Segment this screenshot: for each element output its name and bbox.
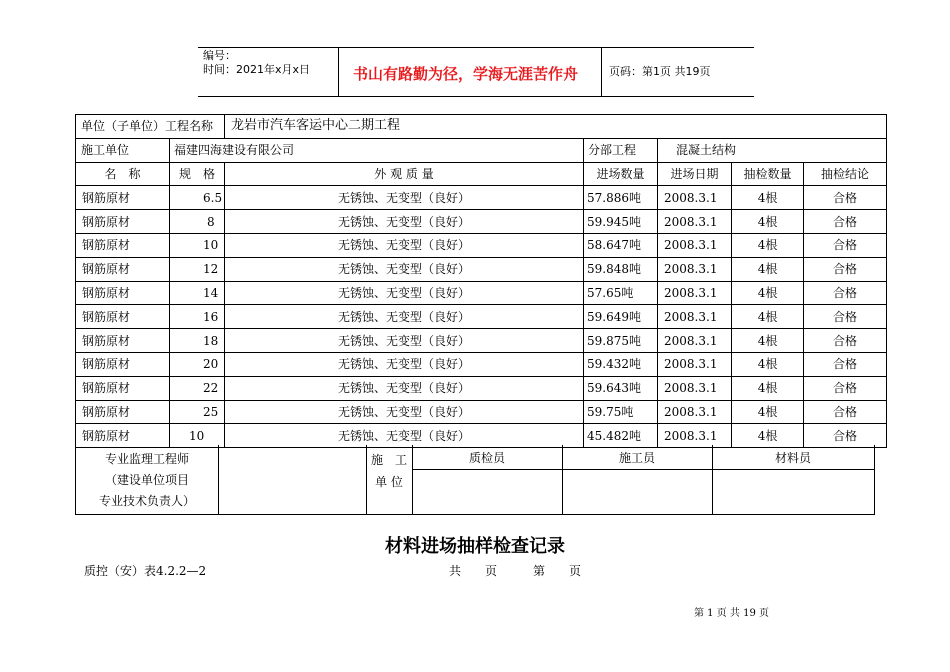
subdivision-label: 分部工程: [584, 138, 658, 162]
row-quality: 无锈蚀、无变型（良好）: [225, 305, 584, 329]
time-label: 时间：2021年x月x日: [203, 63, 311, 76]
row-spec: 8: [170, 210, 225, 234]
row-quality: 无锈蚀、无变型（良好）: [225, 233, 584, 257]
col-header-quality: 外 观 质 量: [225, 162, 584, 186]
col-header-result: 抽检结论: [804, 162, 887, 186]
row-spec: 18: [170, 329, 225, 353]
row-spec: 6.5: [170, 186, 225, 210]
row-spec: 16: [170, 305, 225, 329]
table-row: [76, 376, 887, 400]
row-spec: 25: [170, 400, 225, 424]
row-date: 2008.3.1: [658, 329, 732, 353]
row-sample: 4根: [732, 424, 804, 448]
row-qty: 45.482吨: [584, 424, 658, 448]
row-quality: 无锈蚀、无变型（良好）: [225, 210, 584, 234]
row-date: 2008.3.1: [658, 210, 732, 234]
serial-label: 编号：: [203, 49, 236, 62]
page-fill-in: 共 页 第 页: [449, 564, 582, 578]
row-sample: 4根: [732, 305, 804, 329]
column-header-row: [76, 162, 887, 186]
row-date: 2008.3.1: [658, 400, 732, 424]
table-row: [76, 210, 887, 234]
row-name: 钢筋原材: [76, 305, 170, 329]
row-qty: 59.75吨: [584, 400, 658, 424]
table-row: [76, 400, 887, 424]
row-sample: 4根: [732, 257, 804, 281]
table-row: [76, 281, 887, 305]
table-row: [76, 352, 887, 376]
row-name: 钢筋原材: [76, 233, 170, 257]
row-date: 2008.3.1: [658, 281, 732, 305]
col-header-name: 名 称: [76, 162, 170, 186]
row-date: 2008.3.1: [658, 424, 732, 448]
row-qty: 59.875吨: [584, 329, 658, 353]
col-header-sample: 抽检数量: [732, 162, 804, 186]
contractor-value: 福建四海建设有限公司: [170, 138, 584, 162]
page-info: 页码：第1页 共19页: [609, 65, 711, 78]
row-date: 2008.3.1: [658, 186, 732, 210]
row-result: 合格: [804, 233, 887, 257]
row-qty: 58.647吨: [584, 233, 658, 257]
row-quality: 无锈蚀、无变型（良好）: [225, 257, 584, 281]
row-date: 2008.3.1: [658, 305, 732, 329]
table-row: [76, 305, 887, 329]
row-date: 2008.3.1: [658, 233, 732, 257]
row-result: 合格: [804, 329, 887, 353]
contractor-label: 施工单位: [76, 138, 170, 162]
row-date: 2008.3.1: [658, 352, 732, 376]
row-result: 合格: [804, 257, 887, 281]
construction-unit-label-line1: 施 工: [370, 453, 407, 467]
row-result: 合格: [804, 352, 887, 376]
form-code: 质控（安）表4.2.2—2: [84, 564, 207, 578]
row-name: 钢筋原材: [76, 210, 170, 234]
row-qty: 59.643吨: [584, 376, 658, 400]
row-name: 钢筋原材: [76, 400, 170, 424]
row-sample: 4根: [732, 186, 804, 210]
row-qty: 57.886吨: [584, 186, 658, 210]
row-result: 合格: [804, 281, 887, 305]
row-sample: 4根: [732, 233, 804, 257]
row-quality: 无锈蚀、无变型（良好）: [225, 376, 584, 400]
construction-unit-label-line2: 单 位: [375, 475, 403, 489]
row-quality: 无锈蚀、无变型（良好）: [225, 352, 584, 376]
row-date: 2008.3.1: [658, 376, 732, 400]
inspection-record-table: [75, 114, 887, 448]
row-quality: 无锈蚀、无变型（良好）: [225, 329, 584, 353]
row-spec: 10: [170, 233, 225, 257]
col-header-date: 进场日期: [658, 162, 732, 186]
row-result: 合格: [804, 305, 887, 329]
signature-block: [75, 445, 875, 515]
row-result: 合格: [804, 210, 887, 234]
footer-page-number: 第 1 页 共 19 页: [694, 608, 769, 619]
row-sample: 4根: [732, 376, 804, 400]
row-qty: 59.848吨: [584, 257, 658, 281]
material-clerk-label: 材料员: [774, 451, 811, 465]
row-spec: 10: [170, 424, 225, 448]
table-row: [76, 186, 887, 210]
row-quality: 无锈蚀、无变型（良好）: [225, 186, 584, 210]
table-row: [76, 329, 887, 353]
row-date: 2008.3.1: [658, 257, 732, 281]
project-name-label: 单位（子单位）工程名称: [76, 115, 225, 139]
motto-text: 书山有路勤为径，学海无涯苦作舟: [353, 65, 579, 83]
row-sample: 4根: [732, 281, 804, 305]
row-sample: 4根: [732, 400, 804, 424]
inspector-label: 质检员: [468, 451, 505, 465]
row-spec: 12: [170, 257, 225, 281]
document-title: 材料进场抽样检查记录: [385, 536, 565, 557]
supervisor-label-line1: 专业监理工程师: [104, 452, 189, 466]
row-result: 合格: [804, 376, 887, 400]
row-name: 钢筋原材: [76, 257, 170, 281]
row-name: 钢筋原材: [76, 352, 170, 376]
row-qty: 59.945吨: [584, 210, 658, 234]
row-quality: 无锈蚀、无变型（良好）: [225, 400, 584, 424]
row-qty: 59.649吨: [584, 305, 658, 329]
row-sample: 4根: [732, 329, 804, 353]
row-spec: 14: [170, 281, 225, 305]
subdivision-value: 混凝土结构: [658, 138, 887, 162]
table-row: [76, 257, 887, 281]
row-quality: 无锈蚀、无变型（良好）: [225, 281, 584, 305]
row-sample: 4根: [732, 352, 804, 376]
row-name: 钢筋原材: [76, 376, 170, 400]
supervisor-label-line2: （建设单位项目: [104, 473, 189, 487]
row-result: 合格: [804, 424, 887, 448]
row-name: 钢筋原材: [76, 281, 170, 305]
col-header-spec: 规 格: [170, 162, 225, 186]
row-spec: 20: [170, 352, 225, 376]
row-qty: 59.432吨: [584, 352, 658, 376]
table-row: [76, 233, 887, 257]
row-qty: 57.65吨: [584, 281, 658, 305]
row-quality: 无锈蚀、无变型（良好）: [225, 424, 584, 448]
row-name: 钢筋原材: [76, 424, 170, 448]
row-spec: 22: [170, 376, 225, 400]
col-header-qty: 进场数量: [584, 162, 658, 186]
row-name: 钢筋原材: [76, 329, 170, 353]
row-sample: 4根: [732, 210, 804, 234]
row-result: 合格: [804, 186, 887, 210]
supervisor-label-line3: 专业技术负责人）: [98, 494, 195, 508]
builder-label: 施工员: [618, 451, 655, 465]
row-name: 钢筋原材: [76, 186, 170, 210]
row-result: 合格: [804, 400, 887, 424]
project-name-value: 龙岩市汽车客运中心二期工程: [225, 115, 887, 139]
